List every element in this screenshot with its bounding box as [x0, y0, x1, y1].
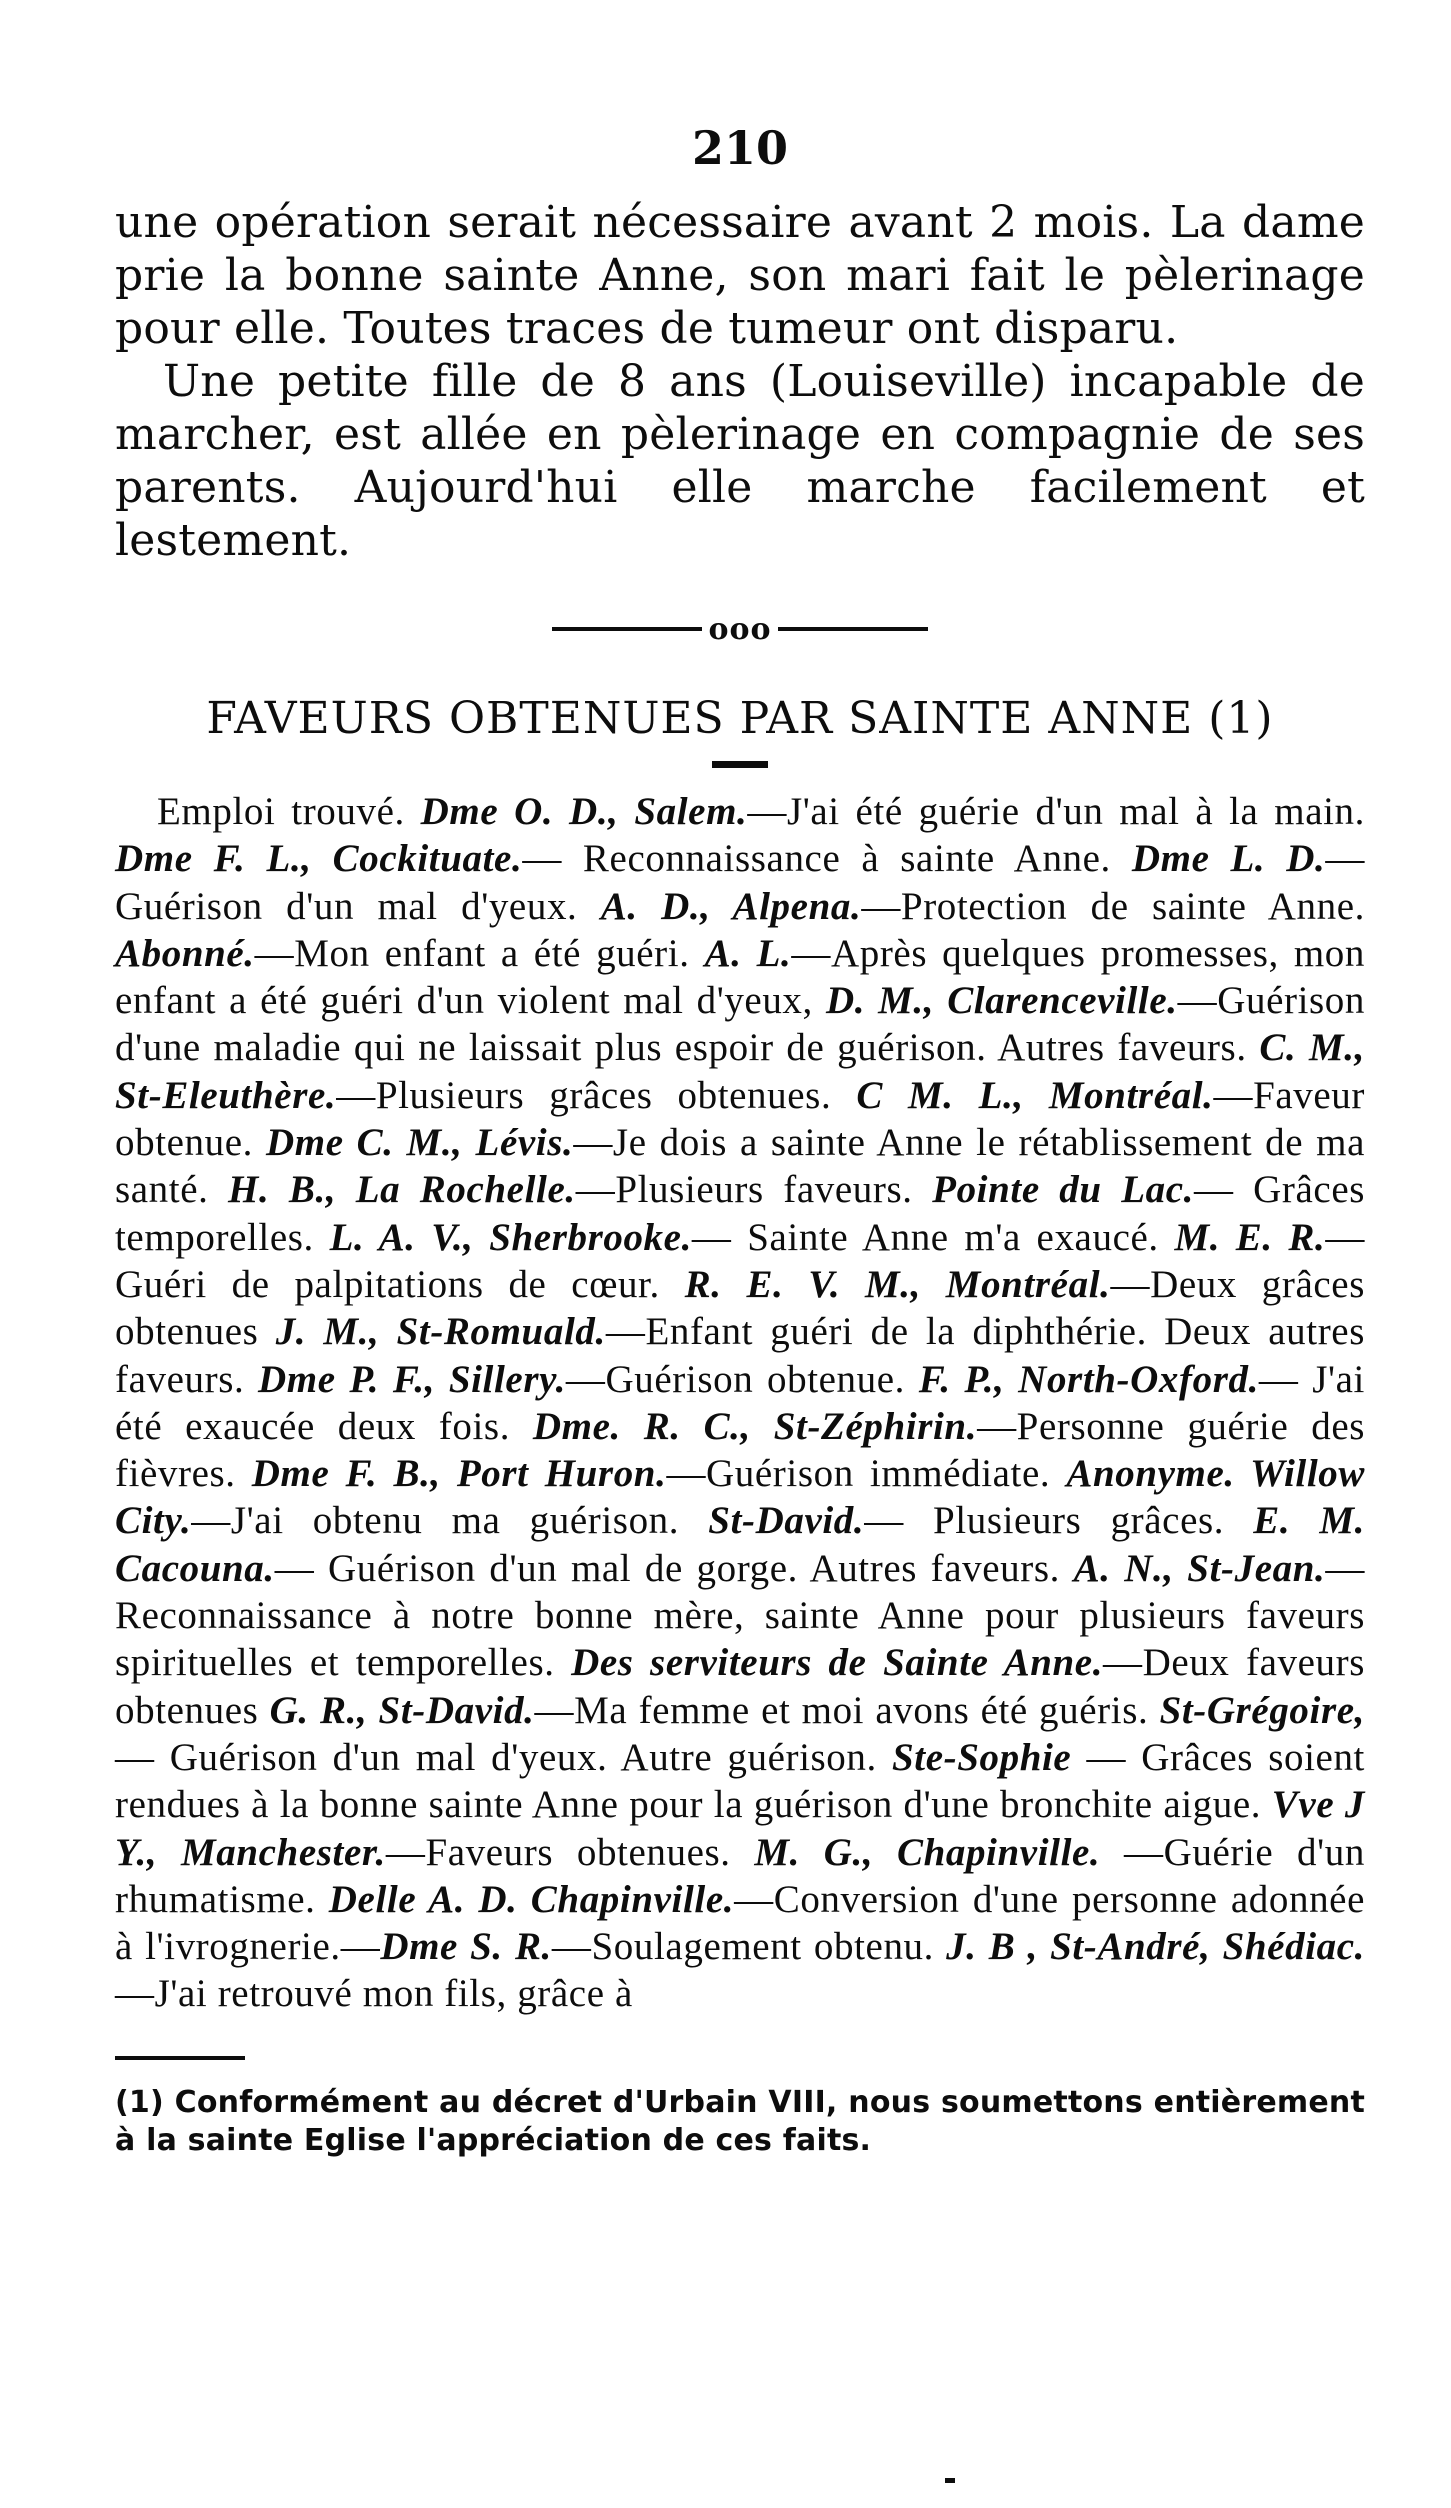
report-source: Dme C. M., Lévis. [266, 1121, 574, 1165]
report-source: L. A. V., Sherbrooke. [329, 1215, 692, 1259]
report-source: D. M., Clarenceville. [825, 979, 1178, 1023]
separator-line-right [778, 627, 928, 631]
report-text: —Reconnaissance à notre bonne mère, sainte Anne pour plusieurs faveurs spirituelles et temporelles. [115, 1546, 1365, 1685]
footnote-rule [115, 2056, 245, 2060]
report-source: Dme P. F., Sillery. [258, 1357, 566, 1401]
report-text: —Guérison immédiate. [666, 1452, 1067, 1496]
favours-list [115, 788, 1365, 2018]
page-number: 210 [691, 121, 789, 175]
report-text: —Soulagement obtenu. [551, 1925, 947, 1969]
report-source: Vve J Y., Manchester. [115, 1783, 1365, 1874]
report-text: —Guérison d'un mal d'yeux. [115, 837, 1365, 928]
separator-ornament: ooo [708, 611, 772, 647]
section-separator [115, 609, 1365, 649]
report-source: F. P., North-Oxford. [918, 1357, 1259, 1401]
report-source: C. M., St-Eleuthère. [115, 1026, 1366, 1117]
report-text: —Plusieurs grâces obtenues. [336, 1073, 857, 1117]
report-text: —Je dois a sainte Anne le rétablissement de ma santé. [115, 1121, 1366, 1212]
report-text: —J'ai été guérie d'un mal à la main. [747, 790, 1366, 833]
report-text: —Ma femme et moi avons été guéris. [534, 1688, 1160, 1732]
book-page [115, 120, 1365, 2160]
intro-text [115, 196, 1365, 567]
report-source: Des serviteurs de Sainte Anne. [571, 1641, 1104, 1685]
report-text: —Faveur obtenue. [115, 1073, 1365, 1165]
report-source: A. D., Alpena. [600, 884, 862, 928]
report-text: — Sainte Anne m'a exaucé. [691, 1215, 1175, 1259]
separator-line-left [552, 627, 702, 631]
intro-paragraph-2: Une petite fille de 8 ans (Louiseville) incapable de marcher, est allée en pèlerinage en compagnie de ses parents. Aujourd'hui elle marche facilement et lestement. [115, 356, 1365, 566]
report-text: —Personne guérie des fièvres. [115, 1404, 1366, 1496]
report-text: —Conversion d'une personne adonnée à l'ivrognerie.— [115, 1877, 1365, 1969]
section-title: FAVEURS OBTENUES PAR SAINTE ANNE (1) [206, 693, 1274, 744]
intro-paragraph-1: une opération serait nécessaire avant 2 mois. La dame prie la bonne sainte Anne, son mari fait le pèlerinage pour elle. Toutes traces de tumeur ont disparu. [115, 197, 1365, 354]
report-source: J. B , St-André, Shédiac. [946, 1925, 1365, 1969]
report-source: Dme S. R. [380, 1925, 552, 1969]
report-source: Delle A. D. Chapinville. [328, 1877, 735, 1921]
report-source: Dme. R. C., St-Zéphirin. [532, 1404, 978, 1448]
report-source: Abonné. [115, 931, 255, 975]
report-text: —Guéri de palpitations de cœur. [115, 1215, 1365, 1306]
report-text: —J'ai retrouvé mon fils, grâce à [115, 1972, 633, 2016]
report-text: — Grâces soient rendues à la bonne sainte Anne pour la guérison d'une bronchite aigue. [115, 1735, 1365, 1827]
report-source: H. B., La Rochelle. [228, 1168, 576, 1212]
report-text: —Guérie d'un rhumatisme. [115, 1830, 1365, 1921]
report-source: Pointe du Lac. [932, 1168, 1195, 1212]
report-source: Dme F. L., Cockituate. [115, 837, 523, 881]
report-text: —Protection de sainte Anne. [861, 884, 1365, 928]
report-source: E. M. Cacouna. [115, 1499, 1365, 1590]
report-source: A. L. [704, 931, 792, 975]
report-text: —Deux faveurs obtenues [115, 1641, 1365, 1732]
report-source: Anonyme. Willow City. [115, 1452, 1365, 1543]
report-text: —Guérison d'une maladie qui ne laissait plus espoir de guérison. Autres faveurs. [115, 979, 1365, 1070]
report-text: — Grâces temporelles. [115, 1168, 1366, 1259]
report-text: — J'ai été exaucée deux fois. [115, 1357, 1365, 1448]
report-source: A. N., St-Jean. [1073, 1546, 1326, 1590]
report-text: — Plusieurs grâces. [864, 1499, 1254, 1543]
print-mark [945, 2478, 955, 2483]
report-text: —Enfant guéri de la diphthérie. Deux autres faveurs. [115, 1310, 1365, 1401]
report-text: —Guérison obtenue. [565, 1357, 919, 1401]
report-text: Emploi trouvé. [157, 790, 421, 833]
report-text: —Plusieurs faveurs. [575, 1168, 933, 1212]
report-text: —Après quelques promesses, mon enfant a été guéri d'un violent mal d'yeux, [115, 931, 1365, 1023]
report-text: — Guérison d'un mal de gorge. Autres faveurs. [274, 1546, 1074, 1590]
report-text: — Guérison d'un mal d'yeux. Autre guérison. [115, 1735, 892, 1779]
report-source: Dme L. D. [1131, 837, 1326, 881]
report-source: C M. L., Montréal. [856, 1073, 1214, 1117]
report-source: G. R., St-David. [269, 1688, 535, 1732]
report-source: St-David. [708, 1499, 865, 1543]
report-source: M. E. R. [1174, 1215, 1326, 1259]
report-source: Dme O. D., Salem. [420, 790, 748, 833]
report-source: M. G., Chapinville. [754, 1830, 1101, 1874]
report-source: J. M., St-Romuald. [275, 1310, 606, 1354]
footnote: (1) Conformément au décret d'Urbain VIII, nous soumettons entièrement à la sainte Eglise l'appréciation de ces faits. [115, 2084, 1365, 2158]
report-text: —Deux grâces obtenues [115, 1262, 1365, 1354]
title-rule [712, 761, 768, 768]
report-source: St-Grégoire, [1159, 1688, 1365, 1732]
report-text: — Reconnaissance à sainte Anne. [522, 837, 1132, 881]
report-text: —J'ai obtenu ma guérison. [191, 1499, 709, 1543]
report-source: R. E. V. M., Montréal. [684, 1262, 1111, 1306]
report-source: Ste-Sophie [891, 1735, 1072, 1779]
report-source: Dme F. B., Port Huron. [251, 1452, 667, 1496]
report-text: —Mon enfant a été guéri. [254, 931, 705, 975]
report-text: —Faveurs obtenues. [385, 1830, 755, 1874]
